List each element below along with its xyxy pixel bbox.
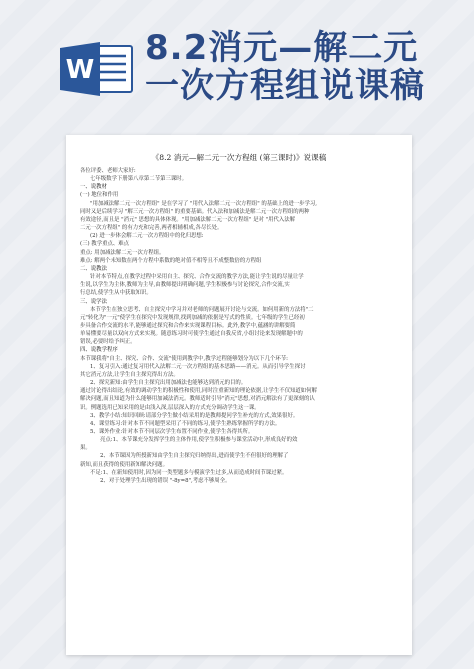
document-line: 重点: 用加减法解二元一次方程组。: [80, 249, 165, 256]
document-line: 4、课堂练习:针对本节不同题型采用了不同的练习,使学生熟练掌握所学的方法。: [90, 420, 281, 427]
document-line: 错误,必要时给予纠正。: [80, 339, 136, 346]
document-line: 行总结,使学生从中获取知识。: [80, 290, 152, 297]
document-lines: [80, 167, 398, 485]
document-line: (一) 地位和作用: [80, 192, 119, 199]
document-line: 3、教学小结:知识回顾:请部分学生做小结采用的是教师提问学生补充的方式,效果很好。: [90, 412, 299, 419]
document-line: 亮点:1、本节课充分发挥学生的主体作用,使学生积极参与课堂活动中,形成良好的效: [100, 437, 298, 444]
document-line: 本节课我将"自主、探究、合作、交流"使用到教学中,教学过程能够划分为以下几个环节:: [80, 355, 288, 362]
document-body: [80, 153, 398, 485]
document-line: 识。例题选用已知采用的是由浅入深,层层深入的方式充分调动学生这一课。: [80, 404, 260, 411]
header: [0, 0, 474, 110]
document-line: 2、本节课因为所授新知由学生自主探究归纳得出,进而使学生不但很好的理解了: [100, 453, 289, 460]
document-line: 二元一次方程组" 的有力充和完善,两者相辅相成,各尽长处。: [80, 225, 223, 232]
document-title: 《8.2 消元—解二元一次方程组 (第三课时)》说课稿: [151, 153, 327, 162]
document-line: 针对本节特点,在教学过程中采用自主、探究、合作交流的教学方法,能让学生说的尽量让学: [90, 274, 304, 281]
document-line: 通过讨论得出结论,有效的调动学生的积极性和使用,同时注重新知的理论依据,让学生不仅知道如何解: [80, 388, 317, 395]
document-line: 生说,以学生为主体,教师为主导,由教师提出明确问题,学生积极参与讨论探究,合作交流,实: [80, 282, 290, 289]
document-line: 果。: [80, 445, 91, 452]
document-line: 2、探究新知:由学生自主探究出用加减法也能够达到消元的目的。: [90, 380, 247, 387]
document-line: 2、对于处理学生出现的错误 "-8y=8",考虑不够周全。: [100, 477, 231, 484]
document-line: 元"转化为"一元"使学生在探究中发现规律,找到加减的依据是写式的性质。七年级的学生已经初: [80, 314, 305, 321]
document-line: 七年级数学下册第八章第二节第三课时。: [90, 176, 188, 183]
title-line-1: 8.2消元—解二元: [145, 28, 419, 68]
document-line: 有效途径,而且是 "消元" 思想的具体体现。"用加减法解二元一次方程组" 是对 "用代入法解: [80, 216, 296, 223]
document-line: 一、说教材: [80, 184, 107, 191]
document-line: "用加减法解二元一次方程组" 是在学习了 "用代入法解二元一次方程组" 的基础上的进一步学习,: [90, 200, 318, 207]
document-line: 5、课外作业:针对本节不同层次学生布置不同作业,使学生各得其所。: [90, 429, 254, 435]
title-line-2: 一次方程组说课稿: [145, 66, 425, 106]
document-line: (三) 教学重点、难点: [80, 241, 130, 248]
document-line: 二、说教法: [80, 265, 107, 272]
document-preview[interactable]: [66, 135, 412, 655]
document-line: 解决问题,而且知道为什么能够用加减法消元。教师适时引导"消元"思想,对消元解法有了更深刻的认: [80, 396, 315, 403]
word-document-icon: [60, 40, 134, 98]
document-line: 难点: 解两个未知数在两个方程中系数的绝对值不相等且不成整数倍的方程组: [80, 257, 262, 264]
document-line: 新知,而且获得的使用新知解决问题。: [80, 461, 168, 468]
document-line: 1、复习引入:通过复习用代入法解二元一次方程组的基本思路——消元。从而引导学生探讨: [90, 363, 306, 370]
document-line: 三、说学法: [80, 298, 107, 305]
document-line: 四、说教学程序: [80, 347, 118, 354]
document-line: 不足:1、在新知使用时,因为同一类型题多与模演学生过多,从而造成时间节课过紧。: [90, 469, 288, 476]
document-line: (2) 进一步体会解二元一次方程组中的化归思想:: [90, 233, 204, 240]
document-line: 单易懂要尽量以双向方式来实现。随意练习时可使学生通过自我反省,小组讨论来发现解题中的: [80, 331, 303, 338]
document-line: 同时又是后续学习 "解三元一次方程组" 的重要基础。代入法和加减法是解二元一次方程组的两种: [80, 208, 310, 215]
document-line: 其它消元方法,让学生自主探究得出方法。: [80, 371, 179, 378]
document-line: 本节学生在独立思考、自主探究中学习并对老师的问题展开讨论与交流。如何用新的方法将"二: [90, 306, 314, 313]
word-icon-letter: W: [65, 55, 95, 85]
document-line: 各位评委、老师大家好:: [80, 168, 136, 174]
document-line: 步具备合作交流的水平,能够通过探究和合作来实现课程目标。此外,教学中,蕴涵的讲解要简: [80, 322, 296, 329]
